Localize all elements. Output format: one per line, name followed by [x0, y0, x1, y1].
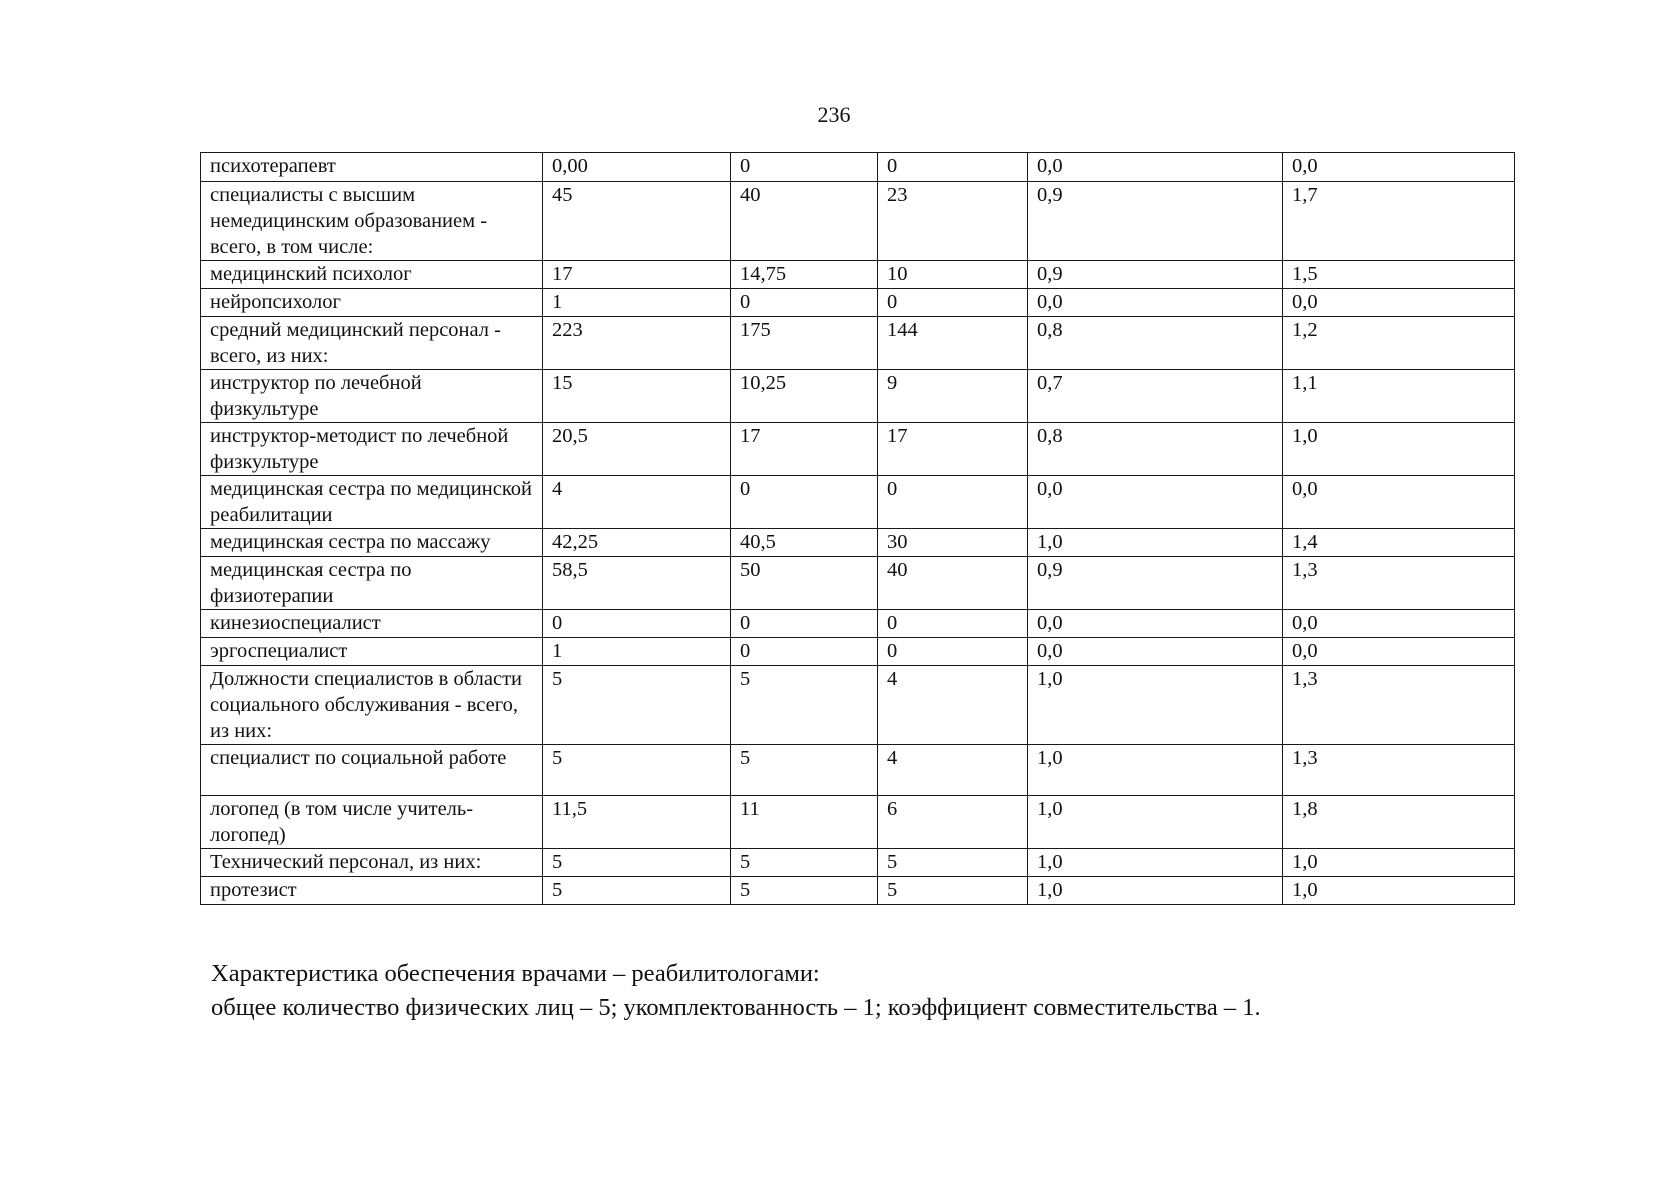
table-cell-value: 0,9: [1028, 261, 1283, 289]
table-cell-position: специалисты с высшим немедицинским образованием - всего, в том числе:: [201, 182, 543, 261]
table-cell-value: 40: [878, 557, 1028, 610]
table-cell-value: 1,1: [1283, 370, 1515, 423]
table-cell-value: 5: [878, 877, 1028, 905]
table-row: [201, 638, 1515, 666]
table-cell-value: 1,0: [1283, 423, 1515, 476]
table-cell-value: 17: [543, 261, 731, 289]
table-cell-value: 6: [878, 796, 1028, 849]
table-cell-value: 223: [543, 317, 731, 370]
table-cell-position: медицинский психолог: [201, 261, 543, 289]
table-cell-position: психотерапевт: [201, 153, 543, 182]
table-cell-value: 0: [731, 153, 878, 182]
summary-heading: Характеристика обеспечения врачами – реабилитологами:: [211, 960, 820, 987]
table-cell-value: 20,5: [543, 423, 731, 476]
table-cell-value: 40: [731, 182, 878, 261]
table-cell-value: 4: [878, 666, 1028, 745]
table-cell-value: 50: [731, 557, 878, 610]
table-cell-value: 1,0: [1028, 849, 1283, 877]
staffing-table-body: [201, 153, 1515, 905]
table-cell-value: 0: [731, 638, 878, 666]
table-cell-value: 14,75: [731, 261, 878, 289]
table-cell-value: 11,5: [543, 796, 731, 849]
table-cell-value: 1,3: [1283, 745, 1515, 796]
table-cell-value: 1,0: [1028, 529, 1283, 557]
table-row: [201, 610, 1515, 638]
table-cell-value: 0,8: [1028, 423, 1283, 476]
table-cell-position: Технический персонал, из них:: [201, 849, 543, 877]
table-cell-value: 0,0: [1028, 638, 1283, 666]
table-cell-position: медицинская сестра по физиотерапии: [201, 557, 543, 610]
table-cell-value: 40,5: [731, 529, 878, 557]
table-cell-value: 10,25: [731, 370, 878, 423]
table-cell-value: 1,0: [1028, 745, 1283, 796]
table-cell-value: 0,0: [1028, 289, 1283, 317]
table-row: [201, 289, 1515, 317]
summary-details: общее количество физических лиц – 5; укомплектованность – 1; коэффициент совместительства – 1.: [211, 994, 1261, 1021]
table-row: [201, 877, 1515, 905]
table-cell-value: 1,2: [1283, 317, 1515, 370]
table-cell-value: 5: [731, 849, 878, 877]
table-cell-position: медицинская сестра по медицинской реабилитации: [201, 476, 543, 529]
table-cell-value: 1,3: [1283, 666, 1515, 745]
table-cell-value: 5: [731, 745, 878, 796]
table-cell-value: 0,0: [1028, 153, 1283, 182]
table-row: [201, 182, 1515, 261]
table-cell-value: 58,5: [543, 557, 731, 610]
table-cell-position: средний медицинский персонал - всего, из них:: [201, 317, 543, 370]
table-cell-value: 0,0: [1028, 610, 1283, 638]
table-cell-value: 1: [543, 289, 731, 317]
table-cell-value: 42,25: [543, 529, 731, 557]
table-cell-value: 0: [731, 476, 878, 529]
table-cell-value: 5: [543, 745, 731, 796]
table-cell-value: 5: [731, 666, 878, 745]
table-row: [201, 261, 1515, 289]
table-row: [201, 557, 1515, 610]
table-cell-position: кинезиоспециалист: [201, 610, 543, 638]
table-cell-value: 175: [731, 317, 878, 370]
table-row: [201, 476, 1515, 529]
table-cell-value: 0: [731, 289, 878, 317]
table-cell-position: нейропсихолог: [201, 289, 543, 317]
table-cell-value: 11: [731, 796, 878, 849]
table-cell-value: 0: [878, 289, 1028, 317]
table-cell-position: инструктор-методист по лечебной физкультуре: [201, 423, 543, 476]
table-cell-value: 30: [878, 529, 1028, 557]
table-cell-value: 0,8: [1028, 317, 1283, 370]
table-cell-value: 45: [543, 182, 731, 261]
table-cell-value: 17: [731, 423, 878, 476]
table-cell-value: 0: [543, 610, 731, 638]
table-cell-value: 0: [731, 610, 878, 638]
table-row: [201, 317, 1515, 370]
table-cell-value: 1,7: [1283, 182, 1515, 261]
page-number: 236: [817, 102, 851, 127]
table-cell-value: 0: [878, 476, 1028, 529]
table-cell-position: инструктор по лечебной физкультуре: [201, 370, 543, 423]
table-cell-position: логопед (в том числе учитель-логопед): [201, 796, 543, 849]
table-row: [201, 745, 1515, 796]
table-cell-value: 5: [543, 666, 731, 745]
table-cell-value: 0,0: [1283, 638, 1515, 666]
table-cell-position: эргоспециалист: [201, 638, 543, 666]
table-row: [201, 423, 1515, 476]
table-cell-value: 0: [878, 638, 1028, 666]
table-cell-value: 0,0: [1283, 289, 1515, 317]
table-cell-value: 9: [878, 370, 1028, 423]
table-cell-value: 1,0: [1283, 877, 1515, 905]
table-cell-position: протезист: [201, 877, 543, 905]
table-cell-value: 0,00: [543, 153, 731, 182]
table-cell-value: 1: [543, 638, 731, 666]
table-cell-value: 0,0: [1283, 153, 1515, 182]
table-cell-value: 0,0: [1283, 476, 1515, 529]
table-row: [201, 796, 1515, 849]
table-cell-value: 4: [878, 745, 1028, 796]
table-row: [201, 666, 1515, 745]
table-row: [201, 153, 1515, 182]
table-cell-value: 4: [543, 476, 731, 529]
table-cell-position: специалист по социальной работе: [201, 745, 543, 796]
table-cell-value: 5: [731, 877, 878, 905]
table-cell-value: 17: [878, 423, 1028, 476]
table-row: [201, 529, 1515, 557]
summary-block: [211, 957, 1261, 1025]
table-cell-value: 0,0: [1283, 610, 1515, 638]
table-cell-value: 1,0: [1028, 796, 1283, 849]
table-cell-value: 1,4: [1283, 529, 1515, 557]
table-cell-value: 5: [543, 877, 731, 905]
table-cell-value: 1,0: [1283, 849, 1515, 877]
table-cell-value: 5: [878, 849, 1028, 877]
table-cell-value: 0,9: [1028, 182, 1283, 261]
table-cell-value: 0: [878, 153, 1028, 182]
table-cell-value: 1,0: [1028, 666, 1283, 745]
table-cell-value: 1,0: [1028, 877, 1283, 905]
table-cell-value: 0,9: [1028, 557, 1283, 610]
table-cell-value: 1,8: [1283, 796, 1515, 849]
table-cell-value: 1,5: [1283, 261, 1515, 289]
table-cell-value: 10: [878, 261, 1028, 289]
table-cell-value: 0,0: [1028, 476, 1283, 529]
table-cell-position: медицинская сестра по массажу: [201, 529, 543, 557]
table-cell-value: 15: [543, 370, 731, 423]
table-cell-value: 23: [878, 182, 1028, 261]
table-row: [201, 849, 1515, 877]
table-cell-position: Должности специалистов в области социального обслуживания - всего, из них:: [201, 666, 543, 745]
table-row: [201, 370, 1515, 423]
table-cell-value: 0: [878, 610, 1028, 638]
staffing-table: [200, 152, 1515, 905]
table-cell-value: 1,3: [1283, 557, 1515, 610]
table-cell-value: 5: [543, 849, 731, 877]
table-cell-value: 144: [878, 317, 1028, 370]
table-cell-value: 0,7: [1028, 370, 1283, 423]
